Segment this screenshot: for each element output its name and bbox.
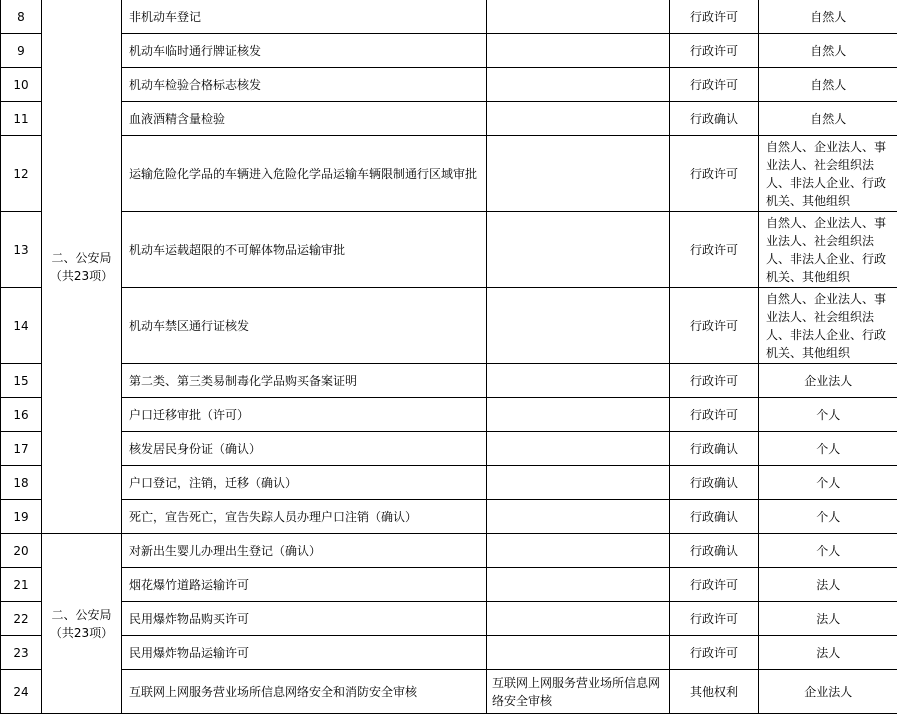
- item-name: 机动车运载超限的不可解体物品运输审批: [122, 212, 487, 288]
- target-object: 个人: [759, 466, 897, 500]
- power-type: 行政许可: [670, 602, 759, 636]
- target-object: 自然人、企业法人、事业法人、社会组织法人、非法人企业、行政机关、其他组织: [759, 288, 897, 364]
- sub-item: 互联网上网服务营业场所信息网络安全审核: [487, 670, 670, 714]
- sub-item: [487, 432, 670, 466]
- item-name: 第二类、第三类易制毒化学品购买备案证明: [122, 364, 487, 398]
- power-type: 行政许可: [670, 288, 759, 364]
- item-name: 核发居民身份证（确认）: [122, 432, 487, 466]
- power-type: 行政确认: [670, 500, 759, 534]
- table-row: [1, 636, 897, 670]
- table-row: [1, 670, 897, 714]
- row-number: 21: [1, 568, 42, 602]
- sub-item: [487, 466, 670, 500]
- item-name: 机动车临时通行牌证核发: [122, 34, 487, 68]
- row-number: 19: [1, 500, 42, 534]
- department-count: （共23项）: [49, 625, 114, 640]
- department-count: （共23项）: [49, 268, 114, 283]
- item-name: 民用爆炸物品购买许可: [122, 602, 487, 636]
- sub-item: [487, 288, 670, 364]
- item-name: 机动车检验合格标志核发: [122, 68, 487, 102]
- item-name: 户口登记，注销，迁移（确认）: [122, 466, 487, 500]
- power-type: 行政许可: [670, 398, 759, 432]
- target-object: 企业法人: [759, 670, 897, 714]
- table-row: [1, 288, 897, 364]
- item-name: 互联网上网服务营业场所信息网络安全和消防安全审核: [122, 670, 487, 714]
- target-object: 个人: [759, 500, 897, 534]
- target-object: 自然人、企业法人、事业法人、社会组织法人、非法人企业、行政机关、其他组织: [759, 136, 897, 212]
- table-row: [1, 500, 897, 534]
- item-name: 非机动车登记: [122, 0, 487, 34]
- table-row: [1, 568, 897, 602]
- target-object: 个人: [759, 534, 897, 568]
- sub-item: [487, 364, 670, 398]
- row-number: 18: [1, 466, 42, 500]
- target-object: 法人: [759, 602, 897, 636]
- row-number: 20: [1, 534, 42, 568]
- item-name: 户口迁移审批（许可）: [122, 398, 487, 432]
- target-object: 法人: [759, 568, 897, 602]
- power-type: 行政许可: [670, 636, 759, 670]
- sub-item: [487, 136, 670, 212]
- sub-item: [487, 500, 670, 534]
- sub-item: [487, 68, 670, 102]
- table-row: [1, 602, 897, 636]
- power-type: 行政确认: [670, 466, 759, 500]
- target-object: 自然人: [759, 68, 897, 102]
- power-type: 其他权利: [670, 670, 759, 714]
- table-row: [1, 136, 897, 212]
- table-row: [1, 0, 897, 34]
- table-row: [1, 68, 897, 102]
- item-name: 血液酒精含量检验: [122, 102, 487, 136]
- table-row: [1, 534, 897, 568]
- sub-item: [487, 398, 670, 432]
- table-row: [1, 102, 897, 136]
- target-object: 自然人、企业法人、事业法人、社会组织法人、非法人企业、行政机关、其他组织: [759, 212, 897, 288]
- power-type: 行政许可: [670, 34, 759, 68]
- target-object: 企业法人: [759, 364, 897, 398]
- department-cell: [42, 534, 122, 714]
- table-row: [1, 466, 897, 500]
- table-row: [1, 34, 897, 68]
- row-number: 11: [1, 102, 42, 136]
- target-object: 法人: [759, 636, 897, 670]
- department-name: 二、公安局: [51, 607, 112, 622]
- target-object: 个人: [759, 398, 897, 432]
- power-type: 行政确认: [670, 534, 759, 568]
- row-number: 9: [1, 34, 42, 68]
- power-type: 行政许可: [670, 212, 759, 288]
- sub-item: [487, 0, 670, 34]
- sub-item: [487, 636, 670, 670]
- table-row: [1, 432, 897, 466]
- row-number: 13: [1, 212, 42, 288]
- table-row: [1, 398, 897, 432]
- power-type: 行政许可: [670, 568, 759, 602]
- target-object: 自然人: [759, 0, 897, 34]
- item-name: 机动车禁区通行证核发: [122, 288, 487, 364]
- sub-item: [487, 34, 670, 68]
- power-type: 行政许可: [670, 364, 759, 398]
- table-row: [1, 212, 897, 288]
- row-number: 8: [1, 0, 42, 34]
- item-name: 民用爆炸物品运输许可: [122, 636, 487, 670]
- item-name: 运输危险化学品的车辆进入危险化学品运输车辆限制通行区域审批: [122, 136, 487, 212]
- target-object: 个人: [759, 432, 897, 466]
- row-number: 16: [1, 398, 42, 432]
- sub-item: [487, 102, 670, 136]
- target-object: 自然人: [759, 34, 897, 68]
- item-name: 烟花爆竹道路运输许可: [122, 568, 487, 602]
- power-type: 行政许可: [670, 68, 759, 102]
- table-row: [1, 364, 897, 398]
- item-name: 死亡，宣告死亡，宣告失踪人员办理户口注销（确认）: [122, 500, 487, 534]
- row-number: 15: [1, 364, 42, 398]
- sub-item: [487, 534, 670, 568]
- department-cell: [42, 0, 122, 534]
- row-number: 22: [1, 602, 42, 636]
- power-type: 行政确认: [670, 102, 759, 136]
- sub-item: [487, 602, 670, 636]
- row-number: 24: [1, 670, 42, 714]
- row-number: 23: [1, 636, 42, 670]
- department-name: 二、公安局: [51, 250, 112, 265]
- power-type: 行政许可: [670, 0, 759, 34]
- sub-item: [487, 212, 670, 288]
- power-type: 行政许可: [670, 136, 759, 212]
- item-name: 对新出生婴儿办理出生登记（确认）: [122, 534, 487, 568]
- row-number: 10: [1, 68, 42, 102]
- sub-item: [487, 568, 670, 602]
- target-object: 自然人: [759, 102, 897, 136]
- row-number: 14: [1, 288, 42, 364]
- row-number: 12: [1, 136, 42, 212]
- row-number: 17: [1, 432, 42, 466]
- power-type: 行政确认: [670, 432, 759, 466]
